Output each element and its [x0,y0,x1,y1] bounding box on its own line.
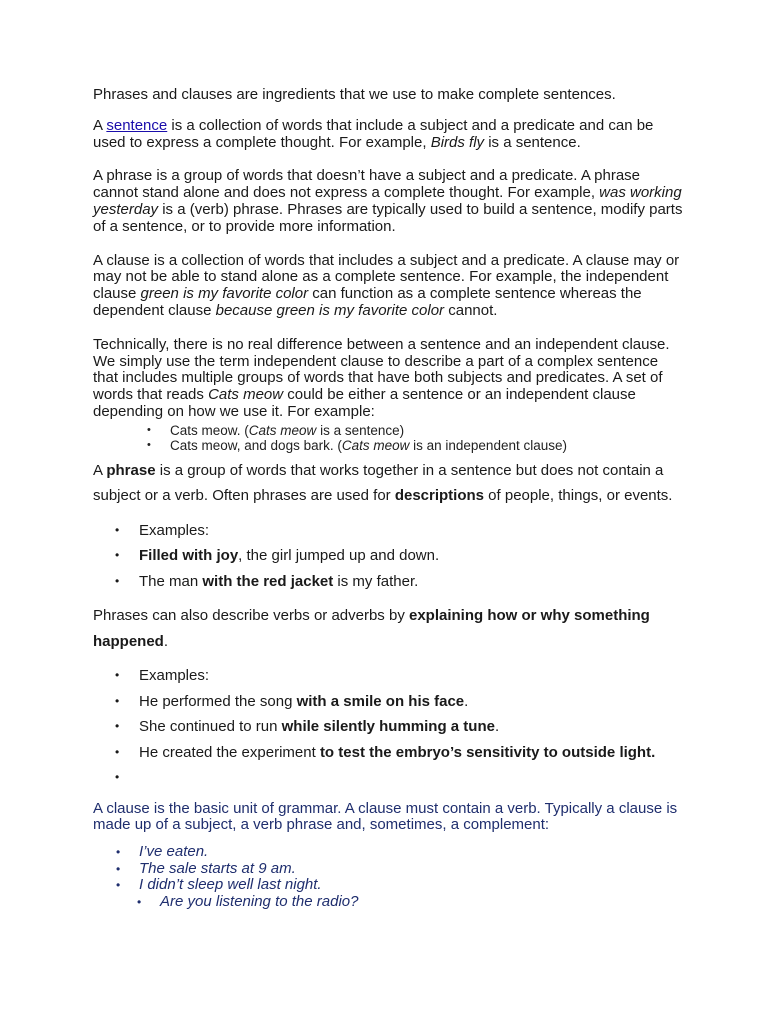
list-item: • I’ve eaten. [93,844,683,861]
text-run: cannot. [444,301,498,319]
text-run: , the girl jumped up and down. [238,547,440,565]
text-run: He created the experiment [139,743,320,761]
list-item: • Are you listening to the radio? [93,894,683,911]
text-run: is a collection of words that include a subject and a predicate and can be used to express a complete thought. For example, [93,116,654,151]
text-run: . [494,718,500,736]
list-item [93,714,683,740]
text-run: . [163,632,169,650]
intro-paragraph: Phrases and clauses are ingredients that we use to make complete sentences. [93,86,616,103]
text-run: is an independent clause) [409,438,567,454]
bold-term: with a smile on his face [296,692,465,710]
bold-term: with the red jacket [202,572,334,590]
text-run: She continued to run [139,718,282,736]
sentence-definition [93,118,683,152]
empty-list-item [93,765,683,791]
technical-examples-list [93,423,683,454]
list-item: • The sale starts at 9 am. [93,861,683,878]
list-item [93,438,683,454]
list-item [93,423,683,439]
list-item [93,569,683,595]
example-italic: because green is my favorite color [215,301,445,319]
list-item: • I didn’t sleep well last night. [93,877,683,894]
bold-term: Filled with joy [139,547,239,565]
clause-unit-paragraph: A clause is the basic unit of grammar. A clause must contain a verb. Typically a clause is made up of a subject, a verb phrase and, sometimes, a complement: [93,799,678,834]
sentence-link[interactable]: sentence [106,116,168,134]
bold-term: to test the embryo’s sensitivity to outside light. [319,743,656,761]
phrase-section-paragraph [93,458,683,509]
text-run: Technically, there is no real difference between a sentence and an independent clause. We simply use the term independent clause to describe a part of a complex sentence that includes multiple groups of words that have both subjects and predicates. A set of words that reads [93,335,670,404]
example-italic: green is my favorite color [140,285,309,303]
clause-definition [93,253,683,320]
text-run: A [93,116,107,134]
text-run: Examples: [139,521,210,539]
text-run: He performed the song [139,692,297,710]
bold-term: phrase [106,461,156,479]
text-run: . [464,692,469,710]
list-item [93,740,683,766]
document-body [93,87,683,911]
text-run: is a group of words that works together in a sentence but does not contain a subject or a verb. Often phrases are used for [93,461,664,505]
phrase-examples-list [93,518,683,595]
text-run: A [93,461,107,479]
example-italic: Cats meow [208,386,284,404]
example-italic: Birds fly [430,133,485,151]
text-run: of people, things, or events. [484,487,673,505]
list-item [93,543,683,569]
text-run: can function as a complete sentence whereas the dependent clause [93,285,642,319]
example-italic: Cats meow [248,422,317,438]
text-run: Cats meow, and dogs bark. ( [170,438,342,454]
bold-term: explaining how or why something happened [93,607,650,650]
list-item [93,689,683,715]
verb-examples-list [93,663,683,791]
example-italic: was working yesterday [93,184,682,218]
verb-phrases-paragraph [93,603,683,654]
text-run: A phrase is a group of words that doesn’t have a subject and a predicate. A phrase cannot stand alone and does not express a complete thought. For example, [93,167,641,202]
text-run: Phrases can also describe verbs or adverbs by [93,607,409,625]
text-run: A clause is a collection of words that includes a subject and a predicate. A clause may or may not be able to stand alone as a complete sentence. For example, the independent clause [93,251,680,303]
text-run: is a sentence. [484,133,581,151]
clause-examples-list [93,844,683,911]
text-run: is a sentence) [316,422,405,438]
phrase-definition [93,168,683,235]
text-run: is my father. [333,572,419,590]
text-run: is a (verb) phrase. Phrases are typically used to build a sentence, modify parts of a sentence, or to provide more information. [93,200,683,235]
bold-term: descriptions [394,487,485,505]
text-run: Examples: [139,667,210,685]
text-run: could be either a sentence or an independent clause depending on how we use it. For example: [93,386,636,420]
example-italic: Cats meow [341,438,410,454]
list-item [93,663,683,689]
bold-term: while silently humming a tune [281,718,495,736]
technical-paragraph [93,337,683,421]
text-run: Cats meow. ( [170,422,249,438]
text-run: The man [139,572,203,590]
list-item [93,518,683,544]
